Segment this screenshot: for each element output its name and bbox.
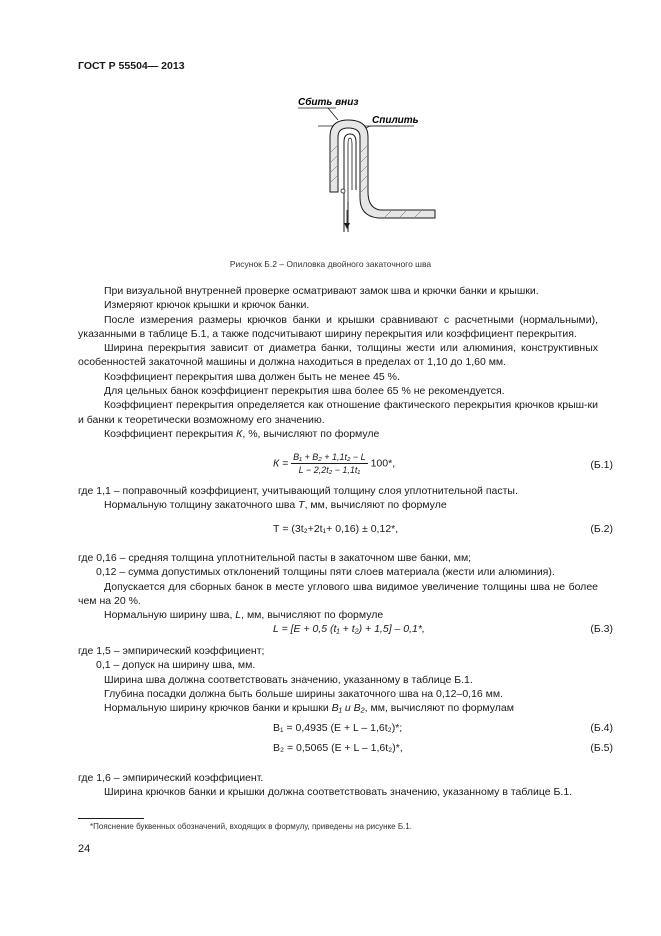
paragraph: Глубина посадки должна быть больше ширины закаточного шва на 0,12–0,16 мм. (104, 687, 504, 700)
paragraph: Коэффициент перекрытия К, %, вычисляют по формуле (104, 427, 380, 440)
block-after-eq2 (78, 551, 598, 622)
body-hook-inner (348, 138, 352, 202)
figure-label-knock-down: Сбить вниз (298, 97, 359, 108)
body-text (78, 284, 598, 441)
paragraph: Измеряют крючок крышки и крючок банки. (104, 299, 310, 312)
paragraph: Коэффициент перекрытия шва должен быть не менее 45 %. (104, 370, 400, 383)
paragraph: Коэффициент перекрытия определяется как отношение фактического перекрытия крючков крыш-ки и банки к теоретически возможному его значению. (78, 399, 598, 426)
cover-curl (330, 120, 435, 218)
equation-b1 (78, 452, 613, 482)
paragraph: Нормальную ширину крючков банки и крышки B₁ и B₂, мм, вычисляют по формулам (104, 702, 514, 715)
block-after-eq3 (78, 644, 598, 715)
footnote-divider (78, 818, 144, 819)
eq1-numerator: B₁ + B₂ + 1,1t₂ − L (293, 452, 366, 462)
paragraph: Нормальную толщину закаточного шва Т, мм, вычисляют по формуле (104, 499, 447, 512)
paragraph: Ширина шва должна соответствовать значению, указанному в таблице Б.1. (104, 673, 473, 686)
paragraph: Ширина крючков банки и крышки должна соответствовать значению, указанному в таблице Б.1. (104, 786, 573, 799)
paragraph: где 1,5 – эмпирический коэффициент; (78, 645, 265, 657)
paragraph: При визуальной внутренней проверке осматривают замок шва и крючки банки и крышки. (104, 285, 539, 297)
seam-diagram (290, 92, 440, 247)
footnote: *Пояснение буквенных обозначений, входящих в формулу, приведены на рисунке Б.1. (90, 822, 412, 831)
eq2-number: (Б.2) (590, 523, 613, 535)
paragraph: Нормальную ширину шва, L, мм, вычисляют по формуле (104, 609, 384, 622)
eq5-number: (Б.5) (590, 742, 613, 754)
eq1-fraction (291, 452, 368, 475)
block-after-eq5 (78, 771, 598, 800)
eq5-body: B₂ = 0,5065 (E + L – 1,6t₂)*, (273, 742, 403, 754)
eq1-number: (Б.1) (590, 459, 613, 471)
paragraph: После измерения размеры крючков банки и крышки сравнивают с расчетными (нормальными), указанными в таблице Б.1, а также подсчитывают ширину перекрытия или коэффициент перекрытия. (78, 313, 598, 340)
figure-label-file: Спилить (372, 115, 419, 126)
seam-point (341, 189, 345, 193)
paragraph: где 1,1 – поправочный коэффициент, учитывающий толщину слоя уплотнительной пасты. (78, 485, 518, 497)
eq2-body: Т = (3t₂+2t₁+ 0,16) ± 0,12*, (273, 523, 399, 535)
paragraph: где 1,6 – эмпирический коэффициент. (78, 772, 264, 784)
eq1-denominator: L − 2,2t₂ − 1,1t₁ (298, 465, 361, 475)
eq4-number: (Б.4) (590, 722, 613, 734)
paragraph: где 0,16 – средняя толщина уплотнительной пасты в закаточном шве банки, мм; (78, 552, 472, 564)
eq3-body: L = [E + 0,5 (t₁ + t₂) + 1,5] – 0,1*, (273, 623, 425, 635)
paragraph: 0,12 – сумма допустимых отклонений толщины пяти слоев материала (жести или алюминия). (96, 566, 555, 579)
eq3-number: (Б.3) (590, 623, 613, 635)
paragraph: Для цельных банок коэффициент перекрытия шва более 65 % не рекомендуется. (104, 385, 505, 398)
figure-caption: Рисунок Б.2 – Опиловка двойного закаточного шва (229, 259, 432, 269)
paragraph: Ширина перекрытия зависит от диаметра банки, толщины жести или алюминия, конструктивных особенностей закаточной машины и должна находиться в пределах от 1,10 до 1,60 мм. (78, 342, 598, 369)
label-line-top-leader (328, 108, 338, 120)
block-after-eq1 (78, 484, 598, 513)
eq1-lhs: К = (273, 457, 289, 470)
arrow-down-icon (344, 223, 350, 229)
page-number: 24 (78, 843, 91, 855)
document-header: ГОСТ Р 55504— 2013 (78, 60, 185, 72)
paragraph: Допускается для сборных банок в месте углового шва видимое увеличение толщины шва не более чем на 20 %. (78, 580, 598, 607)
eq1-tail: 100*, (370, 457, 396, 470)
paragraph: 0,1 – допуск на ширину шва, мм. (96, 659, 256, 672)
body-hook (344, 134, 356, 202)
eq4-body: B₁ = 0,4935 (E + L – 1,6t₂)*; (273, 722, 403, 734)
